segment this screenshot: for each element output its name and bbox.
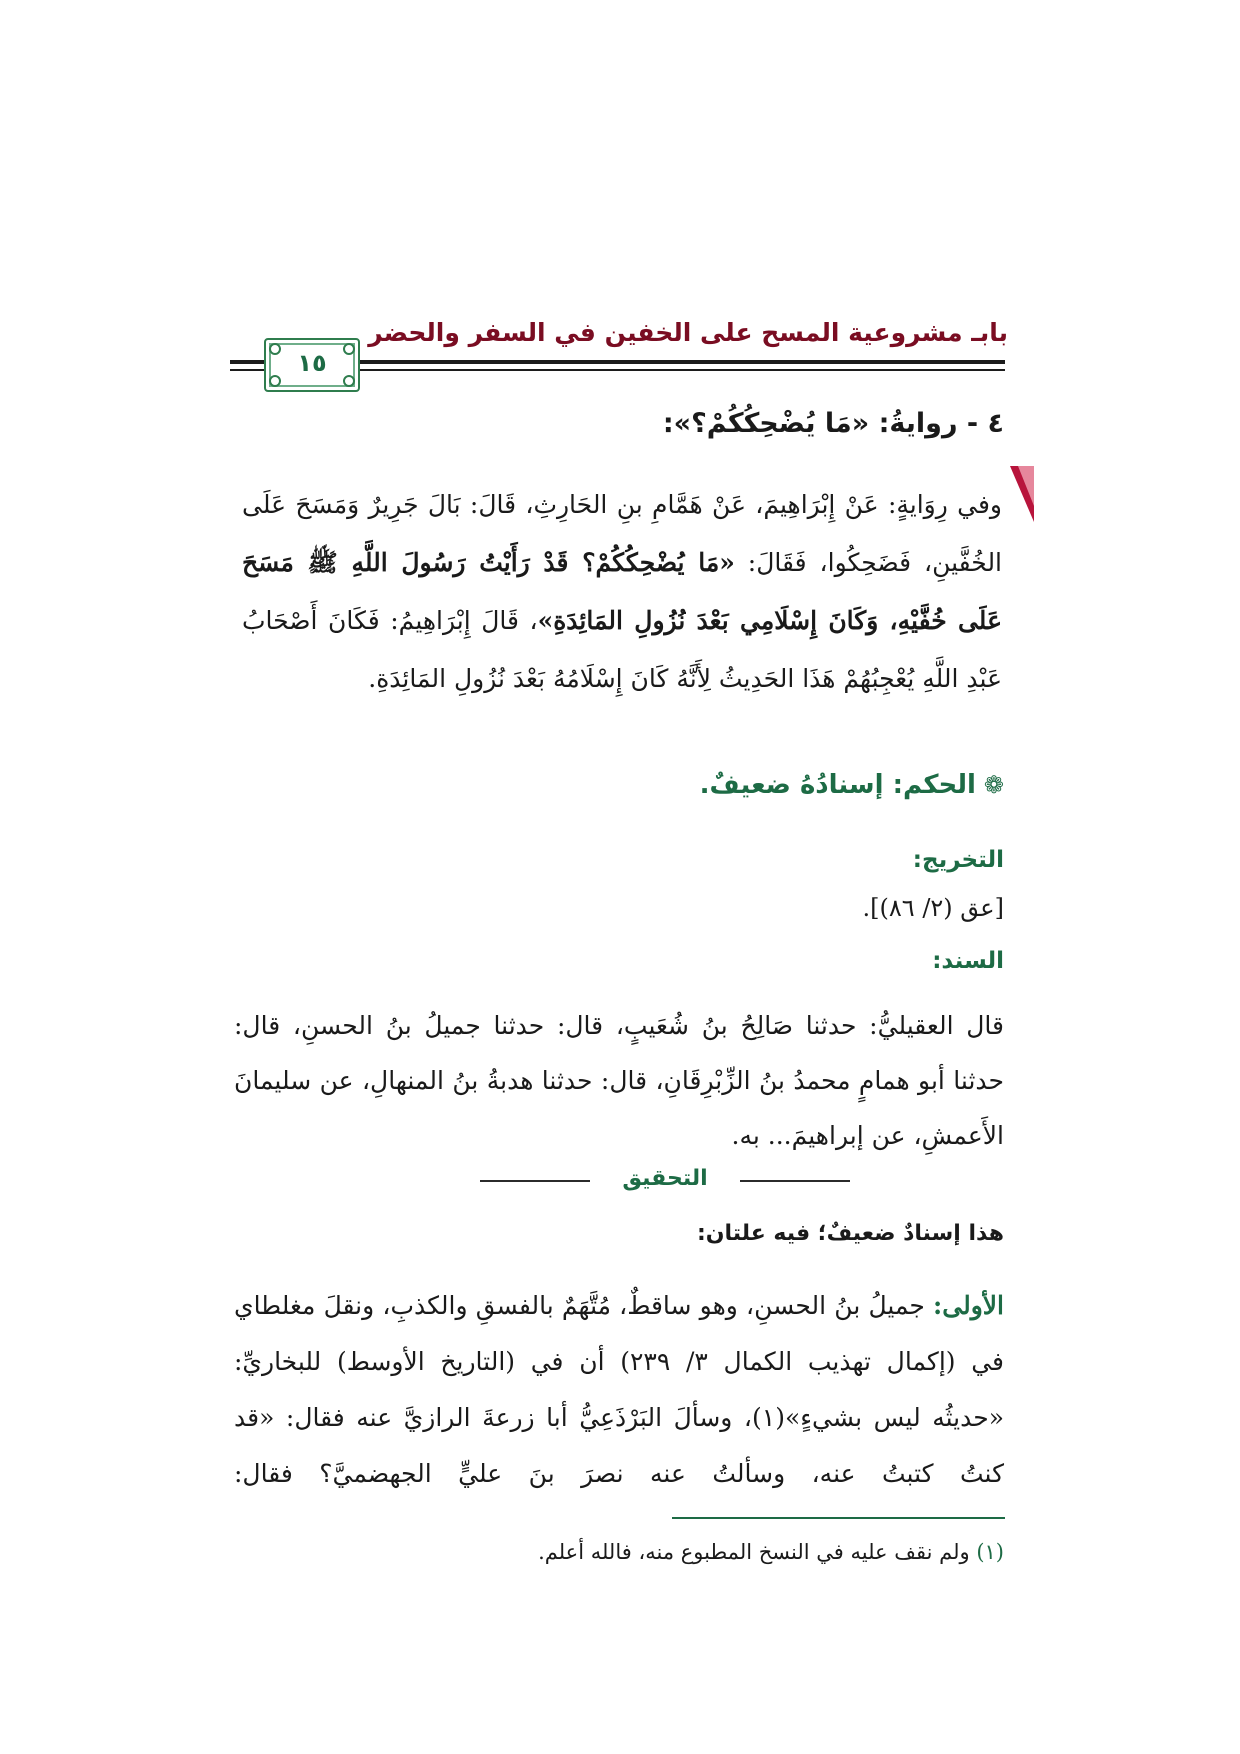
analysis-lead: الأولى: <box>933 1291 1004 1320</box>
takhrij-text: [عق (٢/ ٨٦)]. <box>862 894 1004 922</box>
footnote-text: ولم نقف عليه في النسخ المطبوع منه، فالله أعلم. <box>538 1540 977 1564</box>
section-heading: ٤ - روايةُ: «مَا يُضْحِكُكُمْ؟»: <box>662 408 1004 439</box>
tahqiq-divider <box>480 1166 850 1196</box>
takhrij-heading: التخريج: <box>912 847 1004 873</box>
footnote-rule <box>672 1517 1005 1519</box>
divider-label: التحقيق <box>622 1166 708 1191</box>
hadith-text <box>242 476 1002 708</box>
ruling-value: إسنادُهُ ضعيفٌ. <box>699 770 884 800</box>
hadith-intro: وفي رِوَايةٍ: عَنْ إِبْرَاهِيمَ، عَنْ هَمَّامِ بنِ الحَارِثِ، قَالَ: بَالَ جَرِيرٌ وَمَسَحَ عَلَى الخُفَّينِ، فَضَحِكُوا، فَقَالَ: <box>242 490 1003 577</box>
hadith-note: ، قَالَ إِبْرَاهِيمُ: فَكَانَ أَصْحَابُ عَبْدِ اللَّهِ يُعْجِبُهُمْ هَذَا الحَدِيثُ لِأَنَّهُ كَانَ إِسْلَامُهُ بَعْدَ نُزُولِ المَائِدَةِ. <box>242 606 1002 693</box>
ruling <box>700 770 1004 800</box>
corner-ornament-inner-icon <box>1018 466 1034 506</box>
header-rule-left <box>230 360 264 364</box>
analysis-text <box>234 1278 1004 1502</box>
sanad-heading: السند: <box>932 948 1004 974</box>
page-number-badge <box>264 338 360 392</box>
verdict: هذا إسنادٌ ضعيفٌ؛ فيه علتان: <box>696 1221 1004 1246</box>
header-rule-right-thin <box>356 369 1005 371</box>
sanad-text: قال العقيليُّ: حدثنا صَالِحُ بنُ شُعَيبٍ، قال: حدثنا جميلُ بنُ الحسنِ، قال: حدثنا أبو همامٍ محمدُ بنُ الزِّبْرِقَانِ، قال: حدثنا هدبةُ بنُ المنهالِ، عن سليمانَ الأَعمشِ، عن إبراهيمَ... به. <box>234 1011 1004 1150</box>
header-rule-left-thin <box>230 369 264 371</box>
footnote-mark: (١) <box>976 1540 1004 1564</box>
flower-icon: ❁ <box>983 771 1004 799</box>
hadith-quote: «مَا يُضْحِكُكُمْ؟ قَدْ رَأَيْتُ رَسُولَ اللَّهِ ﷺ مَسَحَ عَلَى خُفَّيْهِ، وَكَانَ إِسْلَامِي بَعْدَ نُزُولِ المَائِدَةِ» <box>242 548 1002 635</box>
ruling-label: الحكم: <box>892 770 976 800</box>
page-number: ١٥ <box>297 349 327 377</box>
header-rule-right <box>356 360 1005 364</box>
analysis-body: جميلُ بنُ الحسنِ، وهو ساقطٌ، مُتَّهَمٌ بالفسقِ والكذبِ، ونقلَ مغلطاي في (إكمال تهذيب الكمال ٣/ ٢٣٩) أن في (التاريخ الأوسط) للبخاريِّ: «حديثُه ليس بشيءٍ»(١)، وسألَ البَرْذَعِيُّ أبا زرعةَ الرازيَّ عنه فقال: «قد كنتُ كتبتُ عنه، وسألتُ عنه نصرَ بنَ عليٍّ الجهضميَّ؟ فقال: <box>234 1291 1005 1488</box>
running-title: بابـ مشروعية المسح على الخفين في السفر والحضر <box>368 318 1008 347</box>
footnote <box>538 1540 1004 1564</box>
